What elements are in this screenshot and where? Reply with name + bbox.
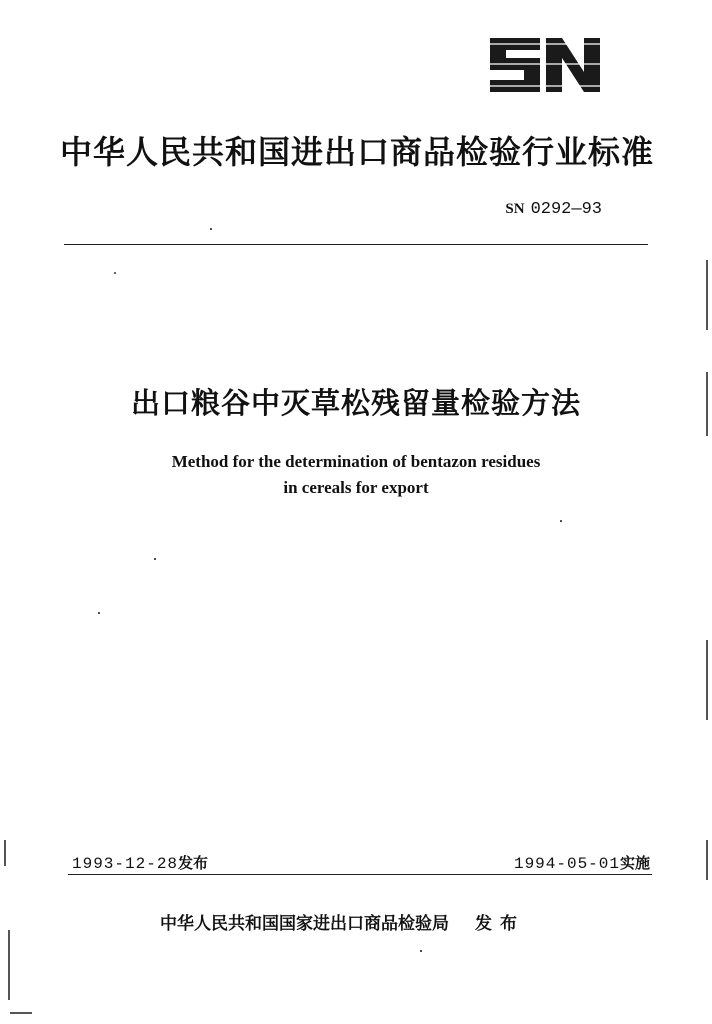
- scan-edge-mark: [4, 840, 6, 866]
- effective-date-value: 1994-05-01: [513, 855, 620, 873]
- scan-speck: [420, 950, 422, 952]
- effective-date-label: 实施: [619, 854, 650, 872]
- scan-edge-mark: [8, 930, 10, 1000]
- scan-speck: [98, 612, 100, 614]
- sn-logo: [486, 34, 604, 96]
- document-title-english: [0, 449, 712, 501]
- scan-edge-mark: [706, 372, 708, 436]
- issuing-authority-name: 中华人民共和国国家进出口商品检验局: [160, 914, 449, 934]
- scan-speck: [560, 520, 562, 522]
- issue-date: [72, 852, 208, 875]
- document-title-chinese: 出口粮谷中灭草松残留量检验方法: [130, 386, 581, 420]
- document-title-english-line2: in cereals for export: [283, 478, 429, 497]
- header-divider: [64, 244, 648, 245]
- scan-edge-mark: [706, 260, 708, 330]
- industry-standard-title: 中华人民共和国进出口商品检验行业标准: [60, 133, 655, 171]
- effective-date: [514, 852, 650, 875]
- issue-date-value: 1993-12-28: [72, 855, 179, 873]
- scan-speck: [210, 228, 212, 230]
- scan-speck: [154, 558, 156, 560]
- issuing-authority-action: 发布: [475, 914, 525, 934]
- scan-edge-mark: [706, 640, 708, 720]
- issuing-authority: [160, 912, 525, 936]
- document-title-english-line1: Method for the determination of bentazon residues: [171, 452, 541, 471]
- issue-date-label: 发布: [178, 854, 209, 872]
- sn-logo-mark: [486, 34, 604, 96]
- standard-code-number: 0292—93: [530, 200, 602, 219]
- standard-code-prefix: SN: [505, 201, 525, 217]
- scan-edge-mark: [10, 1012, 32, 1014]
- footer-divider: [68, 874, 652, 875]
- scan-edge-mark: [706, 840, 708, 880]
- standard-code: [505, 198, 602, 221]
- scan-speck: [114, 272, 116, 274]
